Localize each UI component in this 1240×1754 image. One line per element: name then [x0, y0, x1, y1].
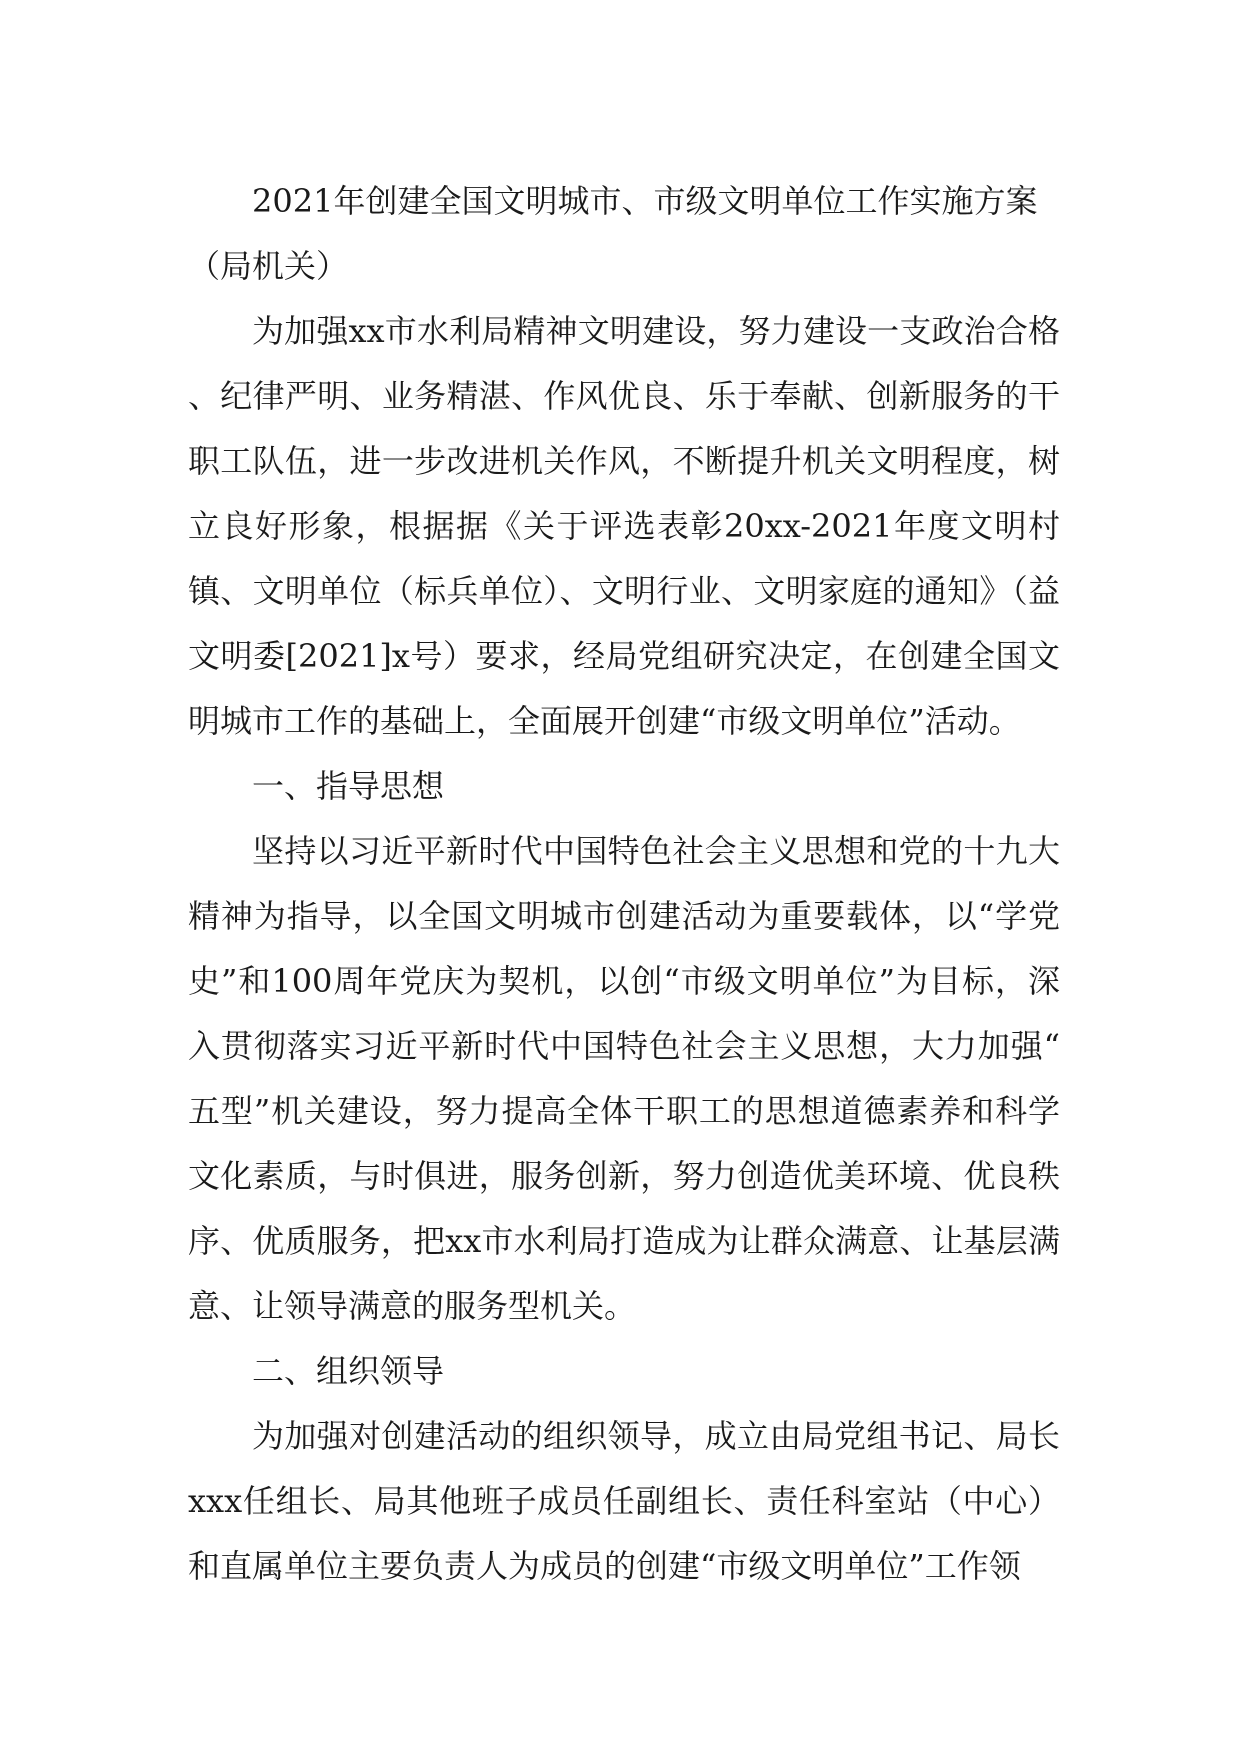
document-title: 2021年创建全国文明城市、市级文明单位工作实施方案（局机关）	[188, 182, 1038, 285]
document-body	[188, 169, 1060, 1599]
intro-paragraph: 为加强xx市水利局精神文明建设，努力建设一支政治合格、纪律严明、业务精湛、作风优良、乐于奉献、创新服务的干职工队伍，进一步改进机关作风，不断提升机关文明程度，树立良好形象，根据据《关于评选表彰20xx-2021年度文明村镇、文明单位（标兵单位）、文明行业、文明家庭的通知》（益文明委[2021]x号）要求，经局党组研究决定，在创建全国文明城市工作的基础上，全面展开创建“市级文明单位”活动。	[188, 312, 1060, 740]
section-body-organization-leadership: 为加强对创建活动的组织领导，成立由局党组书记、局长xxx任组长、局其他班子成员任副组长、责任科室站（中心）和直属单位主要负责人为成员的创建“市级文明单位”工作领	[188, 1417, 1060, 1585]
section-body-guiding-ideology: 坚持以习近平新时代中国特色社会主义思想和党的十九大精神为指导，以全国文明城市创建活动为重要载体，以“学党史”和100周年党庆为契机，以创“市级文明单位”为目标，深入贯彻落实习近平新时代中国特色社会主义思想，大力加强“五型”机关建设，努力提高全体干职工的思想道德素养和科学文化素质，与时俱进，服务创新，努力创造优美环境、优良秩序、优质服务，把xx市水利局打造成为让群众满意、让基层满意、让领导满意的服务型机关。	[188, 832, 1060, 1325]
section-heading-organization-leadership: 二、组织领导	[252, 1352, 445, 1390]
section-heading-guiding-ideology: 一、指导思想	[252, 767, 445, 805]
